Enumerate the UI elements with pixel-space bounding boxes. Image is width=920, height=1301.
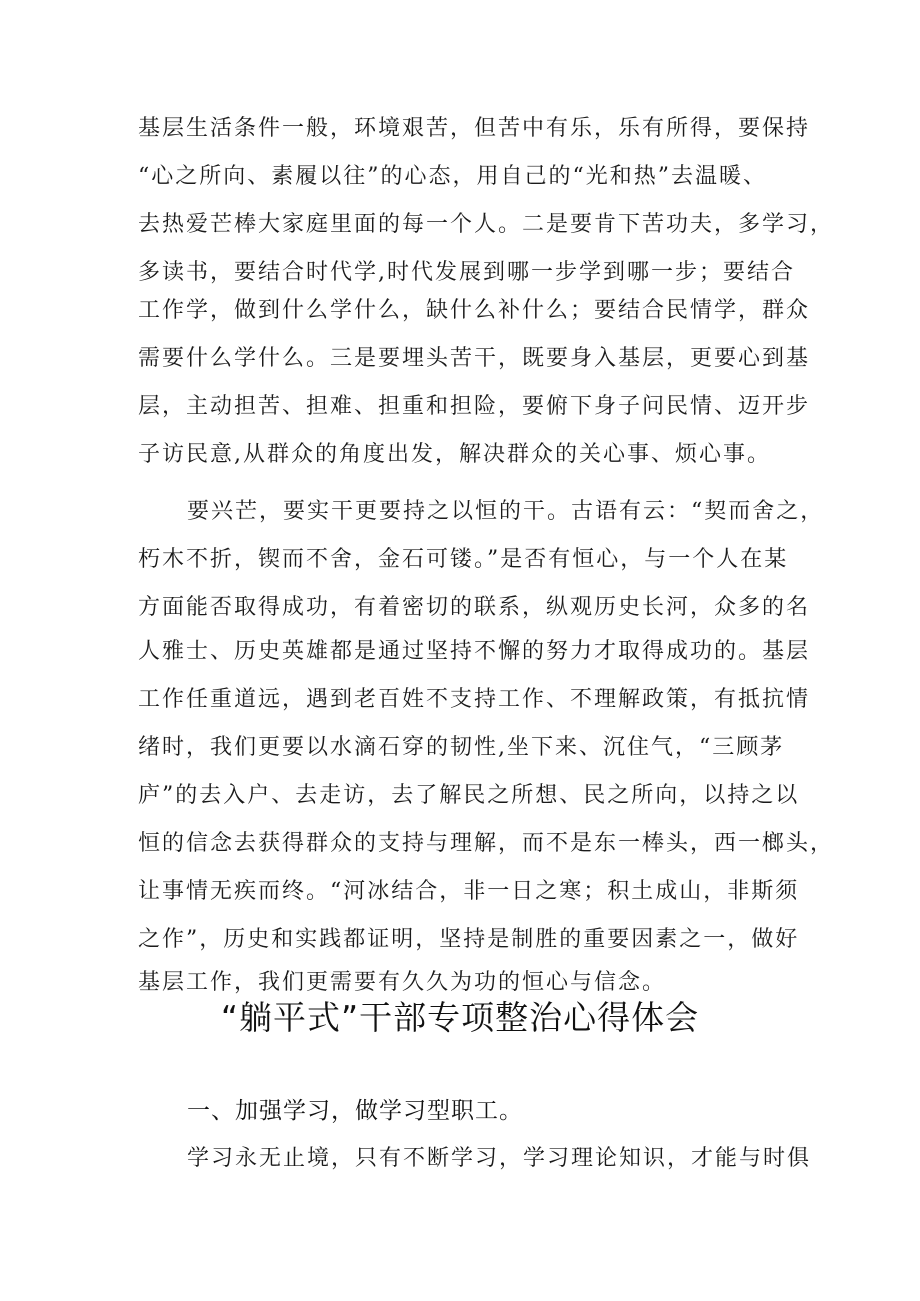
paragraph-line: 多读书，要结合时代学,时代发展到哪一步学到哪一步；要结合 (138, 260, 795, 285)
section-heading: 一、加强学习，做学习型职工。 (187, 1098, 523, 1124)
paragraph-line: 人雅士、历史英雄都是通过坚持不懈的努力才取得成功的。基层 (138, 639, 811, 664)
paragraph-line: 恒的信念去获得群众的支持与理解，而不是东一棒头，西一榔头， (138, 831, 835, 856)
paragraph-line: 绪时，我们更要以水滴石穿的韧性,坐下来、沉住气，“三顾茅 (138, 735, 785, 760)
paragraph-line: “心之所向、素履以往”的心态，用自己的“光和热”去温暖、 (138, 164, 767, 189)
paragraph-line: 需要什么学什么。三是要埋头苦干，既要身入基层，更要心到基 (138, 346, 811, 371)
paragraph-line: 基层工作，我们更需要有久久为功的恒心与信念。 (138, 970, 667, 995)
section-title: “躺平式”干部专项整治心得体会 (220, 998, 700, 1037)
paragraph-line: 工作任重道远，遇到老百姓不支持工作、不理解政策，有抵抗情 (138, 687, 811, 712)
paragraph-line: 庐”的去入户、去走访，去了解民之所想、民之所向，以持之以 (138, 783, 800, 808)
paragraph-line: 方面能否取得成功，有着密切的联系，纵观历史长河，众多的名 (138, 595, 811, 620)
paragraph-line: 基层生活条件一般，环境艰苦，但苦中有乐，乐有所得，要保持 (138, 116, 811, 141)
paragraph-line: 去热爱芒棒大家庭里面的每一个人。二是要肯下苦功夫，多学习， (138, 212, 835, 237)
paragraph-line: 之作”，历史和实践都证明，坚持是制胜的重要因素之一，做好 (138, 927, 800, 952)
paragraph-line: 让事情无疾而终。“河冰结合，非一日之寒；积土成山，非斯须 (138, 879, 800, 904)
paragraph-line: 朽木不折，锲而不舍，金石可镂。”是否有恒心，与一个人在某 (138, 547, 789, 572)
paragraph-line: 要兴芒，要实干更要持之以恒的干。古语有云：“契而舍之， (187, 499, 825, 524)
paragraph-line: 子访民意,从群众的角度出发，解决群众的关心事、烦心事。 (138, 442, 771, 467)
paragraph-line: 学习永无止境，只有不断学习，学习理论知识，才能与时俱 (187, 1146, 812, 1171)
paragraph-line: 层，主动担苦、担难、担重和担险，要俯下身子问民情、迈开步 (138, 394, 811, 419)
paragraph-line: 工作学，做到什么学什么，缺什么补什么；要结合民情学，群众 (138, 298, 811, 323)
